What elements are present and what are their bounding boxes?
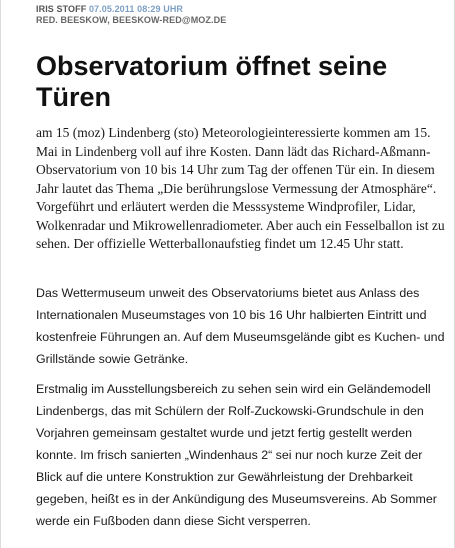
article-headline: Observatorium öffnet seine Türen [36, 51, 388, 112]
author-name: IRIS STOFF [36, 4, 87, 14]
article-meta [36, 4, 226, 26]
byline-row [36, 4, 226, 15]
publish-date: 07.05.2011 08:29 UHR [88, 4, 184, 14]
article-paragraph-museum: Das Wettermuseum unweit des Observatoriums bietet aus Anlass des Internationalen Museumstages von 10 bis 16 Uhr halbierten Eintritt und kostenfreie Führungen an. Auf dem Museumsgelände gibt es Kuchen- und Grillstände sowie Getränke. [36, 286, 445, 366]
article-paragraph-exhibition: Erstmalig im Ausstellungsbereich zu sehen sein wird ein Geländemodell Lindenbergs, das mit Schülern der Rolf-Zuckowski-Grundschule in den Vorjahren gemeinsam gestaltet wurde und jetzt fertig gestellt werden konnte. Im frisch sanierten „Windenhaus 2“ sei nur noch kurze Zeit der Blick auf die untere Konstruktion zur Gewährleistung der Drehbarkeit gegeben, heißt es in der Ankündigung des Museumsvereins. Ab Sommer werde ein Fußboden dann diese Sicht versperren. [36, 382, 437, 528]
article-lead: am 15 (moz) Lindenberg (sto) Meteorologieinteressierte kommen am 15. Mai in Lindenberg voll auf ihre Kosten. Dann lädt das Richard-Aßmann-Observatorium von 10 bis 14 Uhr zum Tag der offenen Tür ein. In diesem Jahr lautet das Thema „Die berührungslose Vermessung der Atmosphäre“. Vorgeführt und erläutert werden die Messsysteme Windprofiler, Lidar, Wolkenradar und Mikrowellenradiometer. Aber auch ein Fesselballon ist zu sehen. Der offizielle Wetterballonaufstieg findet um 12.45 Uhr statt. [36, 125, 445, 251]
editorial-contact: RED. BEESKOW, BEESKOW-RED@MOZ.DE [36, 15, 227, 25]
